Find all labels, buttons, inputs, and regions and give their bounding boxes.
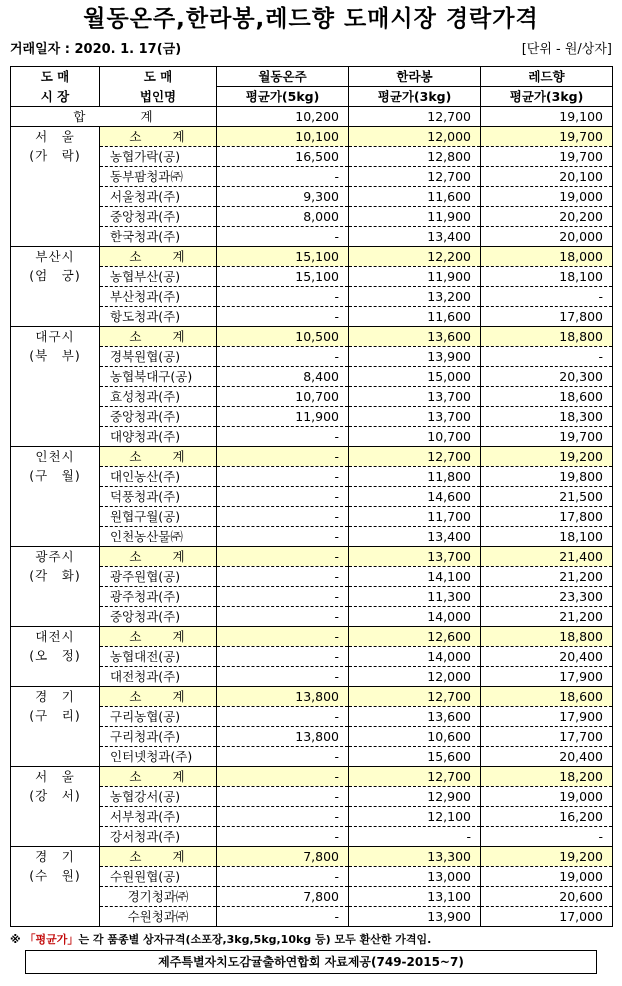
market-city: 광주시 — [35, 549, 75, 564]
corp-name: 동부팜청과㈜ — [100, 167, 217, 187]
price-value: 10,700 — [217, 387, 349, 407]
table-row — [11, 387, 613, 407]
header-avg-2: 평균가(3kg) — [349, 87, 481, 107]
price-value: 18,600 — [481, 687, 613, 707]
table-row — [11, 167, 613, 187]
price-value: - — [217, 707, 349, 727]
table-row — [11, 367, 613, 387]
corp-name: 농협강서(공) — [100, 787, 217, 807]
price-value: 17,900 — [481, 707, 613, 727]
price-value: 11,300 — [349, 587, 481, 607]
table-row — [11, 707, 613, 727]
corp-name: 구리청과(주) — [100, 727, 217, 747]
table-row — [11, 787, 613, 807]
price-value: 19,000 — [481, 867, 613, 887]
corp-name: 대인농산(주) — [100, 467, 217, 487]
price-value: 13,100 — [349, 887, 481, 907]
price-value: 15,600 — [349, 747, 481, 767]
note-text: 는 각 품종별 상자규격(소포장,3kg,5kg,10kg 등) 모두 환산한 가격임. — [78, 933, 432, 946]
price-value: - — [217, 547, 349, 567]
table-row — [11, 307, 613, 327]
unit-label: [단위 - 원/상자] — [521, 42, 612, 57]
corp-name: 소 계 — [100, 327, 217, 347]
corp-name: 소 계 — [100, 627, 217, 647]
price-value: - — [481, 827, 613, 847]
price-value: 17,700 — [481, 727, 613, 747]
price-value: 15,000 — [349, 367, 481, 387]
market-city: 서 울 — [35, 129, 75, 144]
price-value: 16,500 — [217, 147, 349, 167]
corp-name: 부산청과(주) — [100, 287, 217, 307]
header-market-top: 도 매 — [11, 67, 100, 87]
table-row — [11, 267, 613, 287]
footnote — [10, 932, 612, 948]
price-value: 13,700 — [349, 387, 481, 407]
subtotal-row — [11, 127, 613, 147]
price-value: 12,600 — [349, 627, 481, 647]
table-row — [11, 587, 613, 607]
price-value: 11,900 — [349, 267, 481, 287]
price-value: - — [217, 227, 349, 247]
market-cell — [11, 447, 100, 547]
table-row — [11, 407, 613, 427]
price-value: 12,200 — [349, 247, 481, 267]
corp-name: 중앙청과(주) — [100, 407, 217, 427]
corp-name: 원협구월(공) — [100, 507, 217, 527]
price-value: 19,200 — [481, 447, 613, 467]
price-value: - — [217, 907, 349, 927]
corp-name: 한국청과(주) — [100, 227, 217, 247]
total-row — [11, 107, 613, 127]
price-value: 20,300 — [481, 367, 613, 387]
table-row — [11, 147, 613, 167]
price-value: 18,600 — [481, 387, 613, 407]
corp-name: 경북원협(공) — [100, 347, 217, 367]
price-value: 11,600 — [349, 187, 481, 207]
note-mark: ※ — [10, 933, 21, 946]
table-row — [11, 187, 613, 207]
table-row — [11, 227, 613, 247]
price-value: 11,900 — [217, 407, 349, 427]
price-value: - — [217, 607, 349, 627]
price-value: 13,700 — [349, 407, 481, 427]
price-value: - — [217, 167, 349, 187]
note-highlight: 「평균가」 — [24, 933, 79, 946]
price-value: 21,400 — [481, 547, 613, 567]
price-value: - — [217, 347, 349, 367]
corp-name: 항도청과(주) — [100, 307, 217, 327]
corp-name: 소 계 — [100, 847, 217, 867]
subtotal-row — [11, 547, 613, 567]
table-row — [11, 907, 613, 927]
price-value: 21,200 — [481, 567, 613, 587]
table-row — [11, 827, 613, 847]
subtotal-row — [11, 327, 613, 347]
price-value: 12,700 — [349, 687, 481, 707]
price-value: - — [217, 787, 349, 807]
table-row — [11, 747, 613, 767]
market-district: (구 리) — [29, 708, 81, 723]
price-value: 19,700 — [481, 147, 613, 167]
header-product-2: 한라봉 — [349, 67, 481, 87]
corp-name: 대양청과(주) — [100, 427, 217, 447]
price-value: 7,800 — [217, 847, 349, 867]
price-value: 19,800 — [481, 467, 613, 487]
header-avg-3: 평균가(3kg) — [481, 87, 613, 107]
price-value: 20,400 — [481, 647, 613, 667]
price-value: 11,600 — [349, 307, 481, 327]
market-district: (구 월) — [29, 468, 81, 483]
table-row — [11, 207, 613, 227]
corp-name: 소 계 — [100, 447, 217, 467]
market-district: (가 락) — [29, 148, 81, 163]
price-value: 17,000 — [481, 907, 613, 927]
corp-name: 소 계 — [100, 247, 217, 267]
market-city: 경 기 — [35, 689, 75, 704]
corp-name: 인천농산물㈜ — [100, 527, 217, 547]
table-row — [11, 607, 613, 627]
corp-name: 인터넷청과(주) — [100, 747, 217, 767]
corp-name: 광주청과(주) — [100, 587, 217, 607]
price-value: 14,000 — [349, 607, 481, 627]
table-row — [11, 507, 613, 527]
price-value: 12,800 — [349, 147, 481, 167]
market-district: (북 부) — [29, 348, 81, 363]
price-value: 20,000 — [481, 227, 613, 247]
price-value: 17,900 — [481, 667, 613, 687]
corp-name: 경기청과㈜ — [100, 887, 217, 907]
price-value: 15,100 — [217, 247, 349, 267]
trade-date: 거래일자 : 2020. 1. 17(금) — [10, 42, 182, 57]
price-value: 12,000 — [349, 667, 481, 687]
price-value: - — [481, 347, 613, 367]
price-value: - — [217, 447, 349, 467]
market-cell — [11, 127, 100, 247]
price-value: - — [217, 767, 349, 787]
corp-name: 소 계 — [100, 767, 217, 787]
price-value: 18,100 — [481, 527, 613, 547]
price-value: 13,800 — [217, 727, 349, 747]
table-row — [11, 867, 613, 887]
price-value: - — [217, 287, 349, 307]
corp-name: 농협북대구(공) — [100, 367, 217, 387]
price-value: 11,900 — [349, 207, 481, 227]
price-value: - — [349, 827, 481, 847]
table-row — [11, 487, 613, 507]
market-cell — [11, 847, 100, 927]
market-city: 대전시 — [35, 629, 75, 644]
corp-name: 서부청과(주) — [100, 807, 217, 827]
price-value: 13,600 — [349, 707, 481, 727]
price-value: 17,800 — [481, 307, 613, 327]
price-value: 19,700 — [481, 427, 613, 447]
price-value: 19,000 — [481, 187, 613, 207]
price-value: 13,300 — [349, 847, 481, 867]
price-table — [10, 66, 613, 927]
price-value: - — [217, 427, 349, 447]
price-value: 21,200 — [481, 607, 613, 627]
price-value: 14,600 — [349, 487, 481, 507]
price-value: 17,800 — [481, 507, 613, 527]
price-value: 20,200 — [481, 207, 613, 227]
price-value: 16,200 — [481, 807, 613, 827]
corp-name: 수원원협(공) — [100, 867, 217, 887]
price-value: 12,100 — [349, 807, 481, 827]
market-cell — [11, 327, 100, 447]
price-value: 18,000 — [481, 247, 613, 267]
price-value: 12,700 — [349, 167, 481, 187]
price-value: 15,100 — [217, 267, 349, 287]
price-value: 18,100 — [481, 267, 613, 287]
corp-name: 효성청과(주) — [100, 387, 217, 407]
corp-name: 서울청과(주) — [100, 187, 217, 207]
table-row — [11, 667, 613, 687]
corp-name: 광주원협(공) — [100, 567, 217, 587]
price-value: - — [217, 587, 349, 607]
price-value: 13,900 — [349, 907, 481, 927]
total-label: 합 계 — [11, 107, 217, 127]
table-row — [11, 527, 613, 547]
price-value: - — [217, 827, 349, 847]
market-cell — [11, 547, 100, 627]
price-value: - — [217, 307, 349, 327]
header-corp-bottom: 법인명 — [100, 87, 217, 107]
table-row — [11, 887, 613, 907]
table-row — [11, 727, 613, 747]
corp-name: 농협가락(공) — [100, 147, 217, 167]
price-value: 19,000 — [481, 787, 613, 807]
market-city: 인천시 — [35, 449, 75, 464]
price-value: 11,700 — [349, 507, 481, 527]
total-value-1: 10,200 — [217, 107, 349, 127]
corp-name: 소 계 — [100, 547, 217, 567]
price-value: 9,300 — [217, 187, 349, 207]
price-value: 8,000 — [217, 207, 349, 227]
price-value: 12,700 — [349, 447, 481, 467]
header-market-bottom: 시 장 — [11, 87, 100, 107]
price-value: 14,100 — [349, 567, 481, 587]
subtotal-row — [11, 447, 613, 467]
corp-name: 소 계 — [100, 687, 217, 707]
corp-name: 수원청과㈜ — [100, 907, 217, 927]
corp-name: 대전청과(주) — [100, 667, 217, 687]
market-city: 부산시 — [35, 249, 75, 264]
market-city: 대구시 — [35, 329, 75, 344]
price-value: 10,500 — [217, 327, 349, 347]
subtotal-row — [11, 847, 613, 867]
price-value: 7,800 — [217, 887, 349, 907]
price-value: 20,100 — [481, 167, 613, 187]
table-row — [11, 287, 613, 307]
price-value: 12,700 — [349, 767, 481, 787]
price-value: 19,700 — [481, 127, 613, 147]
price-value: - — [217, 527, 349, 547]
header-corp-top: 도 매 — [100, 67, 217, 87]
corp-name: 중앙청과(주) — [100, 207, 217, 227]
table-row — [11, 467, 613, 487]
price-value: 13,700 — [349, 547, 481, 567]
corp-name: 덕풍청과(주) — [100, 487, 217, 507]
market-city: 서 울 — [35, 769, 75, 784]
market-city: 경 기 — [35, 849, 75, 864]
price-value: 13,000 — [349, 867, 481, 887]
price-value: 14,000 — [349, 647, 481, 667]
table-row — [11, 567, 613, 587]
source-box: 제주특별자치도감귤출하연합회 자료제공(749-2015~7) — [25, 950, 597, 974]
subtotal-row — [11, 767, 613, 787]
table-row — [11, 647, 613, 667]
price-value: 21,500 — [481, 487, 613, 507]
market-cell — [11, 687, 100, 767]
price-value: 13,900 — [349, 347, 481, 367]
market-district: (강 서) — [29, 788, 81, 803]
market-cell — [11, 767, 100, 847]
subtotal-row — [11, 247, 613, 267]
price-value: 19,200 — [481, 847, 613, 867]
price-value: 18,800 — [481, 327, 613, 347]
subtotal-row — [11, 627, 613, 647]
corp-name: 구리농협(공) — [100, 707, 217, 727]
price-value: 20,400 — [481, 747, 613, 767]
price-value: 10,100 — [217, 127, 349, 147]
market-district: (수 원) — [29, 868, 81, 883]
price-value: 20,600 — [481, 887, 613, 907]
corp-name: 중앙청과(주) — [100, 607, 217, 627]
price-value: 13,800 — [217, 687, 349, 707]
price-value: 12,900 — [349, 787, 481, 807]
corp-name: 농협부산(공) — [100, 267, 217, 287]
price-value: 13,200 — [349, 287, 481, 307]
price-value: 23,300 — [481, 587, 613, 607]
price-value: - — [217, 747, 349, 767]
market-cell — [11, 247, 100, 327]
price-value: - — [217, 667, 349, 687]
market-district: (오 정) — [29, 648, 81, 663]
price-value: - — [217, 627, 349, 647]
market-district: (엄 궁) — [29, 268, 81, 283]
header-product-3: 레드향 — [481, 67, 613, 87]
table-body — [11, 107, 613, 927]
total-value-3: 19,100 — [481, 107, 613, 127]
price-value: 13,400 — [349, 527, 481, 547]
market-cell — [11, 627, 100, 687]
price-value: 13,600 — [349, 327, 481, 347]
price-value: 18,200 — [481, 767, 613, 787]
price-value: 11,800 — [349, 467, 481, 487]
price-value: 13,400 — [349, 227, 481, 247]
corp-name: 강서청과(주) — [100, 827, 217, 847]
price-value: - — [217, 867, 349, 887]
price-value: - — [481, 287, 613, 307]
table-row — [11, 807, 613, 827]
price-value: - — [217, 487, 349, 507]
price-value: - — [217, 507, 349, 527]
price-value: 18,800 — [481, 627, 613, 647]
total-value-2: 12,700 — [349, 107, 481, 127]
price-value: 8,400 — [217, 367, 349, 387]
page-title: 월동온주,한라봉,레드향 도매시장 경락가격 — [83, 6, 539, 32]
price-value: 12,000 — [349, 127, 481, 147]
price-value: - — [217, 467, 349, 487]
market-district: (각 화) — [29, 568, 81, 583]
table-row — [11, 347, 613, 367]
header-product-1: 월동온주 — [217, 67, 349, 87]
price-value: 10,700 — [349, 427, 481, 447]
corp-name: 소 계 — [100, 127, 217, 147]
corp-name: 농협대전(공) — [100, 647, 217, 667]
price-value: 10,600 — [349, 727, 481, 747]
table-row — [11, 427, 613, 447]
subtotal-row — [11, 687, 613, 707]
price-value: - — [217, 567, 349, 587]
price-value: - — [217, 807, 349, 827]
price-value: - — [217, 647, 349, 667]
meta-bar — [10, 40, 612, 60]
price-value: 18,300 — [481, 407, 613, 427]
header-avg-1: 평균가(5kg) — [217, 87, 349, 107]
